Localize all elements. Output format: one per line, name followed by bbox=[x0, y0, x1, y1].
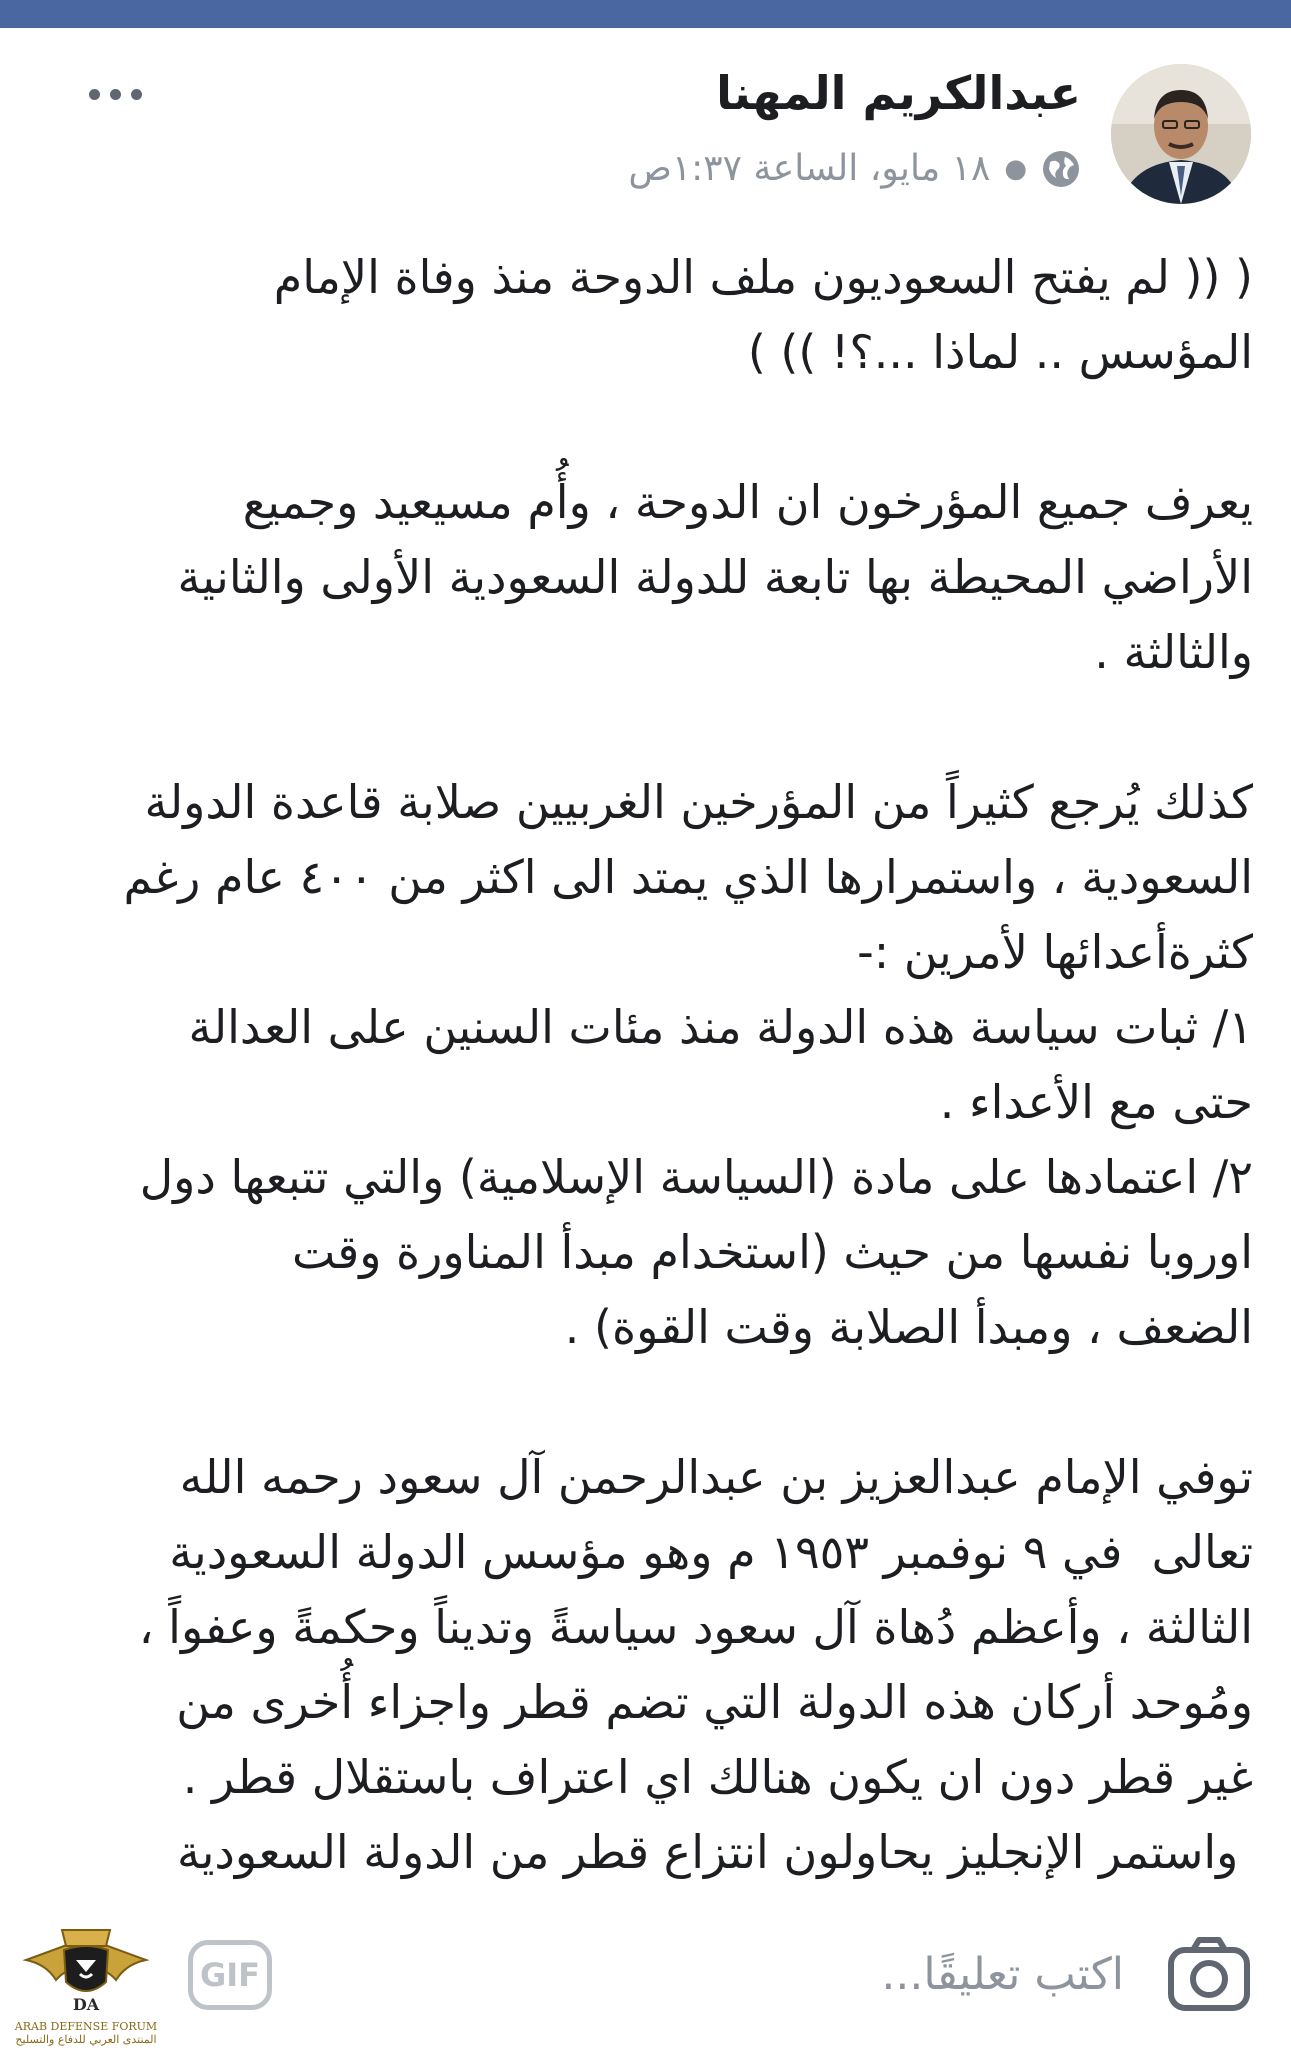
post-timestamp[interactable]: ١٨ مايو، الساعة ١:٣٧ص bbox=[628, 148, 991, 189]
post-paragraph-3: توفي الإمام عبدالعزيز بن عبدالرحمن آل سعود رحمه الله تعالى في ٩ نوفمبر ١٩٥٣ م وهو مؤسس الدولة السعودية الثالثة ، وأعظم دُهاة آل سعود سياسةً وتديناً وحكمةً وعفواً ، ومُوحد أركان هذه الدولة التي تضم قطر واجزاء أُخرى من غير قطر دون ان يكون هنالك اي اعتراف باستقلال قطر . واستمر الإنجليز يحاولون انتزاع قطر من الدولة السعودية bbox=[138, 1450, 1253, 1879]
post-header bbox=[0, 28, 1291, 228]
post-paragraph-2: كذلك يُرجع كثيراً من المؤرخين الغربيين صلابة قاعدة الدولة السعودية ، واستمرارها الذي يمتد الى اكثر من ٤٠٠ عام رغم كثرةأعدائها لأمرين :- ١/ ثبات سياسة هذه الدولة منذ مئات السنين على العدالة حتى مع الأعداء . ٢/ اعتمادها على مادة (السياسة الإسلامية) والتي تتبعها دول اوروبا نفسها من حيث (استخدام مبدأ المناورة وقت الضعف ، ومبدأ الصلابة وقت القوة) . bbox=[123, 775, 1253, 1354]
post-paragraph-title: ( (( لم يفتح السعوديون ملف الدوحة منذ وفاة الإمام المؤسس .. لماذا ...؟! )) ) bbox=[273, 250, 1253, 379]
comment-input[interactable] bbox=[522, 1938, 1126, 2010]
forum-emblem-icon bbox=[6, 1920, 166, 2020]
post-paragraph-1: يعرف جميع المؤرخون ان الدوحة ، وأُم مسيعيد وجميع الأراضي المحيطة بها تابعة للدولة السعودية الأولى والثانية والثالثة . bbox=[177, 475, 1253, 679]
globe-icon[interactable] bbox=[1041, 149, 1081, 189]
more-dot bbox=[131, 89, 142, 100]
avatar-image bbox=[1111, 64, 1251, 204]
paragraph-gap bbox=[38, 1365, 1253, 1440]
meta-separator-dot: ● bbox=[1004, 153, 1027, 184]
more-dot bbox=[110, 89, 121, 100]
paragraph-gap bbox=[38, 690, 1253, 765]
gif-button[interactable]: GIF bbox=[188, 1940, 272, 2010]
post-body bbox=[38, 240, 1253, 1890]
arab-defense-forum-logo bbox=[6, 1920, 166, 2048]
author-name[interactable]: عبدالكريم المهنا bbox=[716, 66, 1081, 120]
camera-icon[interactable] bbox=[1167, 1932, 1251, 2016]
forum-logo-text bbox=[6, 2020, 166, 2046]
paragraph-gap bbox=[38, 390, 1253, 465]
app-top-bar bbox=[0, 0, 1291, 28]
forum-name-en: ARAB DEFENSE FORUM bbox=[14, 2020, 158, 2033]
forum-name-ar: المنتدى العربي للدفاع والتسليح bbox=[15, 2033, 157, 2046]
author-avatar[interactable] bbox=[1111, 64, 1251, 204]
more-options-icon[interactable] bbox=[70, 74, 160, 114]
more-dot bbox=[89, 89, 100, 100]
post-meta bbox=[628, 148, 1081, 189]
svg-text:DA: DA bbox=[72, 1995, 100, 2014]
comment-composer bbox=[0, 1900, 1291, 2048]
